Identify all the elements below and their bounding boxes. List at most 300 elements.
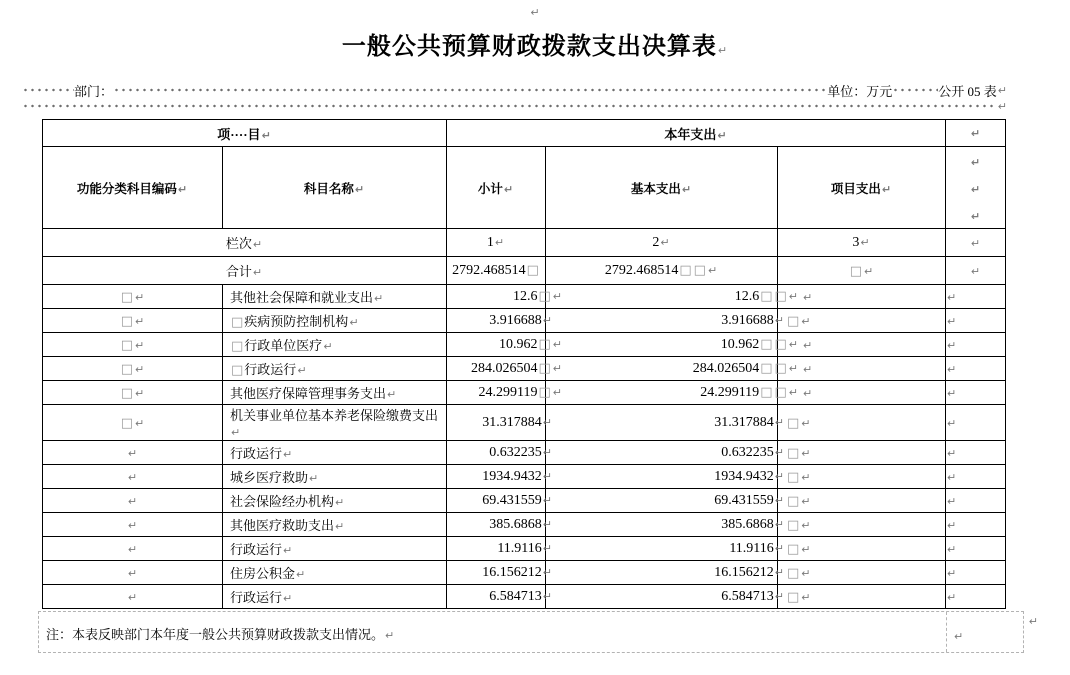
missing-glyph-box: □ xyxy=(120,361,134,377)
basic-expense-content xyxy=(721,444,785,461)
table-row xyxy=(43,405,1006,441)
paragraph-mark-icon: ↵ xyxy=(261,128,271,142)
subject-name-text: 行政运行 xyxy=(230,590,283,605)
table-row xyxy=(43,333,1006,357)
rank-row xyxy=(43,229,1006,257)
cell-basic-expense xyxy=(546,585,784,609)
subject-name-text: 行政运行 xyxy=(230,542,283,557)
page-title-text: 一般公共预算财政拨款支出决算表 xyxy=(341,32,717,60)
cell-subject-name xyxy=(223,405,447,441)
paragraph-mark-icon: ↵ xyxy=(542,518,552,531)
dot-leader xyxy=(22,83,74,97)
basic-expense-content xyxy=(714,468,785,485)
subtotal-value: 385.6868 xyxy=(489,517,542,532)
subtotal-value: 10.962 xyxy=(498,337,538,352)
cell-project-expense xyxy=(778,285,946,309)
note-text-cell xyxy=(39,612,947,652)
paragraph-mark-icon: ↵ xyxy=(296,568,306,581)
missing-glyph-box: □ xyxy=(760,289,773,304)
cell-project-expense xyxy=(778,489,946,513)
subtotal-content xyxy=(513,288,563,305)
paragraph-mark-icon: ↵ xyxy=(707,264,718,277)
row-end-gutter xyxy=(946,585,1006,609)
paragraph-mark-icon: ↵ xyxy=(947,386,957,400)
row-end-gutter xyxy=(946,381,1006,405)
cell-function-code xyxy=(43,513,223,537)
subject-name-text: 机关事业单位基本养老保险缴费支出 xyxy=(230,408,439,423)
basic-expense-value: 385.6868 xyxy=(721,517,774,532)
missing-glyph-box: □ xyxy=(120,415,134,431)
paragraph-mark-icon: ↵ xyxy=(127,590,138,604)
paragraph-mark-icon: ↵ xyxy=(135,362,145,376)
paragraph-mark-icon: ↵ xyxy=(997,83,1007,97)
paragraph-mark-icon: ↵ xyxy=(231,426,241,439)
subtotal-content xyxy=(482,564,553,581)
paragraph-mark-icon: ↵ xyxy=(283,544,293,557)
header-item: 项····目↵ xyxy=(43,120,447,147)
paragraph-mark-icon: ↵ xyxy=(801,494,811,508)
subtotal-content xyxy=(489,588,553,605)
paragraph-mark-icon: ↵ xyxy=(552,338,562,351)
paragraph-mark-icon: ↵ xyxy=(801,416,811,430)
paragraph-mark-icon: ↵ xyxy=(970,156,981,169)
note-area xyxy=(38,611,1038,653)
subtotal-content xyxy=(471,360,563,377)
paragraph-mark-icon: ↵ xyxy=(252,266,263,279)
paragraph-mark-icon: ↵ xyxy=(252,238,263,251)
cell-subtotal xyxy=(447,333,562,357)
basic-expense-value: 6.584713 xyxy=(721,589,774,604)
paragraph-mark-icon: ↵ xyxy=(681,182,692,196)
basic-expense-content xyxy=(721,336,799,353)
paragraph-mark-icon: ↵ xyxy=(552,362,562,375)
subject-name-text: 其他医疗保障管理事务支出 xyxy=(230,386,387,401)
paragraph-mark-icon: ↵ xyxy=(135,290,145,304)
cell-basic-expense xyxy=(546,441,784,465)
subtotal-value: 1934.9432 xyxy=(482,469,542,484)
paragraph-mark-icon: ↵ xyxy=(788,338,798,351)
cell-subject-name xyxy=(223,333,447,357)
paragraph-mark-icon: ↵ xyxy=(335,520,345,533)
basic-expense-content xyxy=(721,588,785,605)
top-paragraph-mark xyxy=(0,0,1070,20)
missing-glyph-box: □ xyxy=(231,339,244,354)
cell-subtotal xyxy=(447,441,552,465)
cell-function-code xyxy=(43,537,223,561)
cell-subtotal xyxy=(447,489,552,513)
paragraph-mark-icon: ↵ xyxy=(947,494,957,508)
subtotal-content xyxy=(489,312,553,329)
paragraph-mark-icon: ↵ xyxy=(801,542,811,556)
paragraph-mark-icon: ↵ xyxy=(788,290,798,303)
missing-glyph-box: □ xyxy=(538,385,551,400)
rank-col-1: 1↵ xyxy=(447,229,546,257)
table-header-row-2 xyxy=(43,147,1006,229)
row-end-gutter xyxy=(946,229,1006,257)
paragraph-mark-icon: ↵ xyxy=(774,566,784,579)
row-end-gutter xyxy=(946,309,1006,333)
cell-basic-expense xyxy=(546,333,798,357)
subtotal-content xyxy=(489,444,553,461)
paragraph-mark-icon: ↵ xyxy=(135,338,145,352)
table-row xyxy=(43,441,1006,465)
subtotal-value: 12.6 xyxy=(512,289,538,304)
paragraph-mark-icon: ↵ xyxy=(542,470,552,483)
cell-subject-name xyxy=(223,489,447,513)
cell-function-code xyxy=(43,381,223,405)
total-basic-cell: 2792.468514□ □ ↵ xyxy=(546,257,778,285)
rank-label-cell: 栏次↵ xyxy=(43,229,447,257)
paragraph-mark-icon: ↵ xyxy=(660,236,670,249)
paragraph-mark-icon: ↵ xyxy=(970,127,981,140)
sheet-number-label: 公开 05 表 xyxy=(938,83,997,99)
header-subject-name: 科目名称↵ xyxy=(223,147,447,229)
rank-col-3: 3↵ xyxy=(778,229,946,257)
cell-basic-expense xyxy=(546,309,784,333)
basic-expense-value: 11.9116 xyxy=(729,541,774,556)
cell-subtotal xyxy=(447,465,552,489)
cell-basic-expense xyxy=(546,381,798,405)
cell-project-expense xyxy=(778,405,946,441)
paragraph-mark-icon: ↵ xyxy=(283,448,293,461)
header-project-expense: 项目支出↵ xyxy=(778,147,946,229)
row-end-gutter xyxy=(946,285,1006,309)
basic-expense-value: 1934.9432 xyxy=(714,469,774,484)
paragraph-mark-icon: ↵ xyxy=(774,518,784,531)
paragraph-mark-icon: ↵ xyxy=(947,470,957,484)
paragraph-mark-icon: ↵ xyxy=(542,566,552,579)
basic-expense-value: 24.299119 xyxy=(700,385,760,400)
header-function-code: 功能分类科目编码↵ xyxy=(43,147,223,229)
paragraph-mark-icon: ↵ xyxy=(542,542,552,555)
table-row xyxy=(43,309,1006,333)
paragraph-mark-icon: ↵ xyxy=(542,590,552,603)
cell-function-code xyxy=(43,405,223,441)
subtotal-content xyxy=(482,414,553,431)
basic-expense-value: 10.962 xyxy=(720,337,760,352)
paragraph-mark-icon: ↵ xyxy=(947,338,957,352)
paragraph-mark-icon: ↵ xyxy=(947,518,957,532)
paragraph-mark-icon: ↵ xyxy=(349,316,359,329)
paragraph-mark-icon: ↵ xyxy=(947,314,957,328)
cell-project-expense xyxy=(778,561,946,585)
paragraph-mark-icon: ↵ xyxy=(788,386,798,399)
cell-basic-expense xyxy=(546,513,784,537)
subtotal-content xyxy=(482,492,553,509)
paragraph-mark-icon: ↵ xyxy=(947,446,957,460)
subtotal-value: 24.299119 xyxy=(478,385,538,400)
subtotal-content xyxy=(489,516,553,533)
subtotal-content xyxy=(497,540,553,557)
paragraph-mark-icon: ↵ xyxy=(947,590,957,604)
basic-expense-content xyxy=(693,360,799,377)
paragraph-mark-icon: ↵ xyxy=(860,236,870,249)
paragraph-mark-icon: ↵ xyxy=(801,518,811,532)
paragraph-mark-icon: ↵ xyxy=(283,592,293,605)
subject-name-text: 住房公积金 xyxy=(230,566,296,581)
paragraph-mark-icon: ↵ xyxy=(947,362,957,376)
subtotal-value: 11.9116 xyxy=(497,541,542,556)
paragraph-mark-icon: ↵ xyxy=(494,236,505,249)
basic-expense-value: 3.916688 xyxy=(721,313,774,328)
cell-basic-expense xyxy=(546,561,784,585)
dot-leader xyxy=(113,83,827,97)
paragraph-mark-icon: ↵ xyxy=(717,44,728,57)
total-label-cell: 合计↵ xyxy=(43,257,447,285)
unit-label: 单位：万元 xyxy=(827,83,893,99)
paragraph-mark-icon: ↵ xyxy=(127,542,138,556)
cell-project-expense xyxy=(778,465,946,489)
paragraph-mark-icon: ↵ xyxy=(552,386,562,399)
paragraph-mark-icon: ↵ xyxy=(801,566,811,580)
table-row xyxy=(43,585,1006,609)
paragraph-mark-icon: ↵ xyxy=(1028,615,1038,628)
paragraph-mark-icon: ↵ xyxy=(127,566,138,580)
cell-subtotal xyxy=(447,285,562,309)
cell-subtotal xyxy=(447,513,552,537)
cell-subject-name xyxy=(223,357,447,381)
cell-subject-name xyxy=(223,309,447,333)
missing-glyph-box: □ xyxy=(526,263,539,278)
paragraph-mark-icon: ↵ xyxy=(774,590,784,603)
subtotal-value: 69.431559 xyxy=(482,493,542,508)
row-end-gutter xyxy=(946,147,1006,229)
paragraph-mark-icon: ↵ xyxy=(542,314,552,327)
basic-expense-value: 12.6 xyxy=(734,289,760,304)
missing-glyph-box: □ xyxy=(774,289,787,304)
missing-glyph-box: □ xyxy=(120,289,134,305)
basic-expense-content xyxy=(721,516,785,533)
basic-expense-value: 16.156212 xyxy=(714,565,774,580)
budget-table xyxy=(42,119,1006,609)
missing-glyph-box: □ xyxy=(787,313,800,329)
paragraph-mark-icon: ↵ xyxy=(801,314,811,328)
subtotal-value: 3.916688 xyxy=(489,313,542,328)
paragraph-mark-icon: ↵ xyxy=(552,290,562,303)
paragraph-mark-icon: ↵ xyxy=(309,472,319,485)
paragraph-mark-icon: ↵ xyxy=(947,542,957,556)
missing-glyph-box: □ xyxy=(120,337,134,353)
paragraph-mark-icon: ↵ xyxy=(788,362,798,375)
header-year-expense: 本年支出↵ xyxy=(447,120,946,147)
paragraph-mark-icon: ↵ xyxy=(803,290,813,304)
missing-glyph-box: □ xyxy=(787,415,800,431)
table-row xyxy=(43,381,1006,405)
missing-glyph-box: □ xyxy=(787,589,800,605)
note-empty-cell xyxy=(947,612,1023,652)
paragraph-mark-icon: ↵ xyxy=(947,290,957,304)
paragraph-mark-icon: ↵ xyxy=(774,470,784,483)
cell-subject-name xyxy=(223,381,447,405)
dot-leader xyxy=(892,83,938,97)
missing-glyph-box: □ xyxy=(120,385,134,401)
table-row xyxy=(43,465,1006,489)
subtotal-value: 6.584713 xyxy=(489,589,542,604)
cell-project-expense xyxy=(778,309,946,333)
department-label: 部门： xyxy=(74,83,114,99)
row-end-gutter xyxy=(946,489,1006,513)
paragraph-mark-icon: ↵ xyxy=(997,99,1007,113)
basic-expense-content xyxy=(700,384,799,401)
basic-expense-content xyxy=(735,288,799,305)
subject-name-text: 其他社会保障和就业支出 xyxy=(230,290,374,305)
subtotal-content xyxy=(479,384,564,401)
paragraph-mark-icon: ↵ xyxy=(864,264,874,278)
row-end-gutter xyxy=(946,357,1006,381)
subject-name-text: 疾病预防控制机构 xyxy=(244,314,349,329)
paragraph-mark-icon: ↵ xyxy=(135,416,145,430)
table-row xyxy=(43,561,1006,585)
paragraph-mark-icon: ↵ xyxy=(801,590,811,604)
cell-project-expense xyxy=(778,381,946,405)
paragraph-mark-icon: ↵ xyxy=(803,386,813,400)
paragraph-mark-icon: ↵ xyxy=(323,340,333,353)
missing-glyph-box: □ xyxy=(679,263,692,278)
basic-expense-content xyxy=(714,492,785,509)
paragraph-mark-icon: ↵ xyxy=(801,446,811,460)
paragraph-mark-icon: ↵ xyxy=(970,210,981,223)
table-row xyxy=(43,357,1006,381)
table-row xyxy=(43,489,1006,513)
cell-subtotal xyxy=(447,405,552,441)
row-end-gutter xyxy=(946,465,1006,489)
cell-project-expense xyxy=(778,441,946,465)
cell-project-expense xyxy=(778,333,946,357)
missing-glyph-box: □ xyxy=(787,445,800,461)
missing-glyph-box: □ xyxy=(231,363,244,378)
cell-basic-expense xyxy=(546,405,784,441)
subject-name-text: 社会保险经办机构 xyxy=(230,494,335,509)
missing-glyph-box: □ xyxy=(787,517,800,533)
paragraph-mark-icon: ↵ xyxy=(177,182,188,196)
cell-subject-name xyxy=(223,585,447,609)
subject-name-text: 其他医疗救助支出 xyxy=(230,518,335,533)
meta-line-2 xyxy=(22,98,1008,114)
paragraph-mark-icon: ↵ xyxy=(127,470,138,484)
paragraph-mark-icon: ↵ xyxy=(774,494,784,507)
paragraph-mark-icon: ↵ xyxy=(135,386,145,400)
row-end-gutter xyxy=(946,405,1006,441)
cell-function-code xyxy=(43,285,223,309)
cell-subject-name xyxy=(223,465,447,489)
meta-line-1 xyxy=(22,82,1008,98)
paragraph-mark-icon: ↵ xyxy=(127,494,138,508)
paragraph-mark-icon: ↵ xyxy=(881,182,892,196)
table-header-row-1 xyxy=(43,120,1006,147)
paragraph-mark-icon: ↵ xyxy=(542,494,552,507)
basic-expense-content xyxy=(721,312,785,329)
cell-subtotal xyxy=(447,537,552,561)
cell-function-code xyxy=(43,333,223,357)
row-end-gutter xyxy=(946,513,1006,537)
paragraph-mark-icon: ↵ xyxy=(970,183,981,196)
missing-glyph-box: □ xyxy=(538,361,551,376)
missing-glyph-box: □ xyxy=(538,289,551,304)
subtotal-content xyxy=(482,468,553,485)
cell-function-code xyxy=(43,489,223,513)
paragraph-mark-icon: ↵ xyxy=(135,314,145,328)
missing-glyph-box: □ xyxy=(787,493,800,509)
paragraph-mark-icon: ↵ xyxy=(803,362,813,376)
cell-subject-name xyxy=(223,285,447,309)
missing-glyph-box: □ xyxy=(849,263,863,279)
missing-glyph-box: □ xyxy=(787,565,800,581)
subject-name-text: 行政运行 xyxy=(244,362,297,377)
missing-glyph-box: □ xyxy=(760,337,773,352)
paragraph-mark-icon: ↵ xyxy=(774,314,784,327)
subject-name-text: 行政单位医疗 xyxy=(244,338,323,353)
paragraph-mark-icon: ↵ xyxy=(947,416,957,430)
total-row xyxy=(43,257,1006,285)
missing-glyph-box: □ xyxy=(231,315,244,330)
basic-expense-content xyxy=(729,540,785,557)
paragraph-mark-icon: ↵ xyxy=(503,182,514,196)
subject-name-text: 行政运行 xyxy=(230,446,283,461)
paragraph-mark-icon: ↵ xyxy=(354,182,365,196)
cell-function-code xyxy=(43,465,223,489)
paragraph-mark-icon: ↵ xyxy=(335,496,345,509)
paragraph-mark-icon: ↵ xyxy=(297,364,307,377)
cell-project-expense xyxy=(778,537,946,561)
note-text: 注：本表反映部门本年度一般公共预算财政拨款支出情况。 xyxy=(46,627,385,642)
paragraph-mark-icon: ↵ xyxy=(127,518,138,532)
missing-glyph-box: □ xyxy=(760,361,773,376)
cell-basic-expense xyxy=(546,465,784,489)
basic-expense-content xyxy=(714,564,785,581)
dot-leader xyxy=(22,99,997,113)
paragraph-mark-icon: ↵ xyxy=(774,416,784,429)
row-end-gutter xyxy=(946,333,1006,357)
paragraph-mark-icon: ↵ xyxy=(385,629,395,642)
cell-function-code xyxy=(43,561,223,585)
cell-subject-name xyxy=(223,513,447,537)
cell-subject-name xyxy=(223,561,447,585)
basic-expense-value: 284.026504 xyxy=(692,361,760,376)
paragraph-mark-icon: ↵ xyxy=(387,388,397,401)
cell-basic-expense xyxy=(546,537,784,561)
paragraph-mark-icon: ↵ xyxy=(803,338,813,352)
basic-expense-value: 69.431559 xyxy=(714,493,774,508)
table-row xyxy=(43,513,1006,537)
missing-glyph-box: □ xyxy=(774,361,787,376)
row-end-gutter xyxy=(946,257,1006,285)
page-title xyxy=(0,26,1070,58)
paragraph-mark-icon: ↵ xyxy=(774,542,784,555)
missing-glyph-box: □ xyxy=(120,313,134,329)
paragraph-mark-icon: ↵ xyxy=(954,630,964,643)
cell-subject-name xyxy=(223,441,447,465)
total-project-cell xyxy=(778,257,946,285)
paragraph-mark-icon: ↵ xyxy=(947,566,957,580)
header-subtotal: 小计↵ xyxy=(447,147,546,229)
subject-name-text: 城乡医疗救助 xyxy=(230,470,309,485)
basic-expense-value: 0.632235 xyxy=(721,445,774,460)
table-row xyxy=(43,537,1006,561)
paragraph-mark-stack xyxy=(946,153,1005,222)
paragraph-mark-icon: ↵ xyxy=(970,236,981,250)
paragraph-mark-icon: ↵ xyxy=(542,416,552,429)
missing-glyph-box: □ xyxy=(538,337,551,352)
rank-col-2: 2↵ xyxy=(546,229,778,257)
row-end-gutter xyxy=(946,441,1006,465)
basic-expense-content xyxy=(714,414,785,431)
cell-subject-name xyxy=(223,537,447,561)
subtotal-value: 284.026504 xyxy=(470,361,538,376)
missing-glyph-box: □ xyxy=(787,541,800,557)
missing-glyph-box: □ xyxy=(774,337,787,352)
cell-project-expense xyxy=(778,357,946,381)
cell-project-expense xyxy=(778,585,946,609)
